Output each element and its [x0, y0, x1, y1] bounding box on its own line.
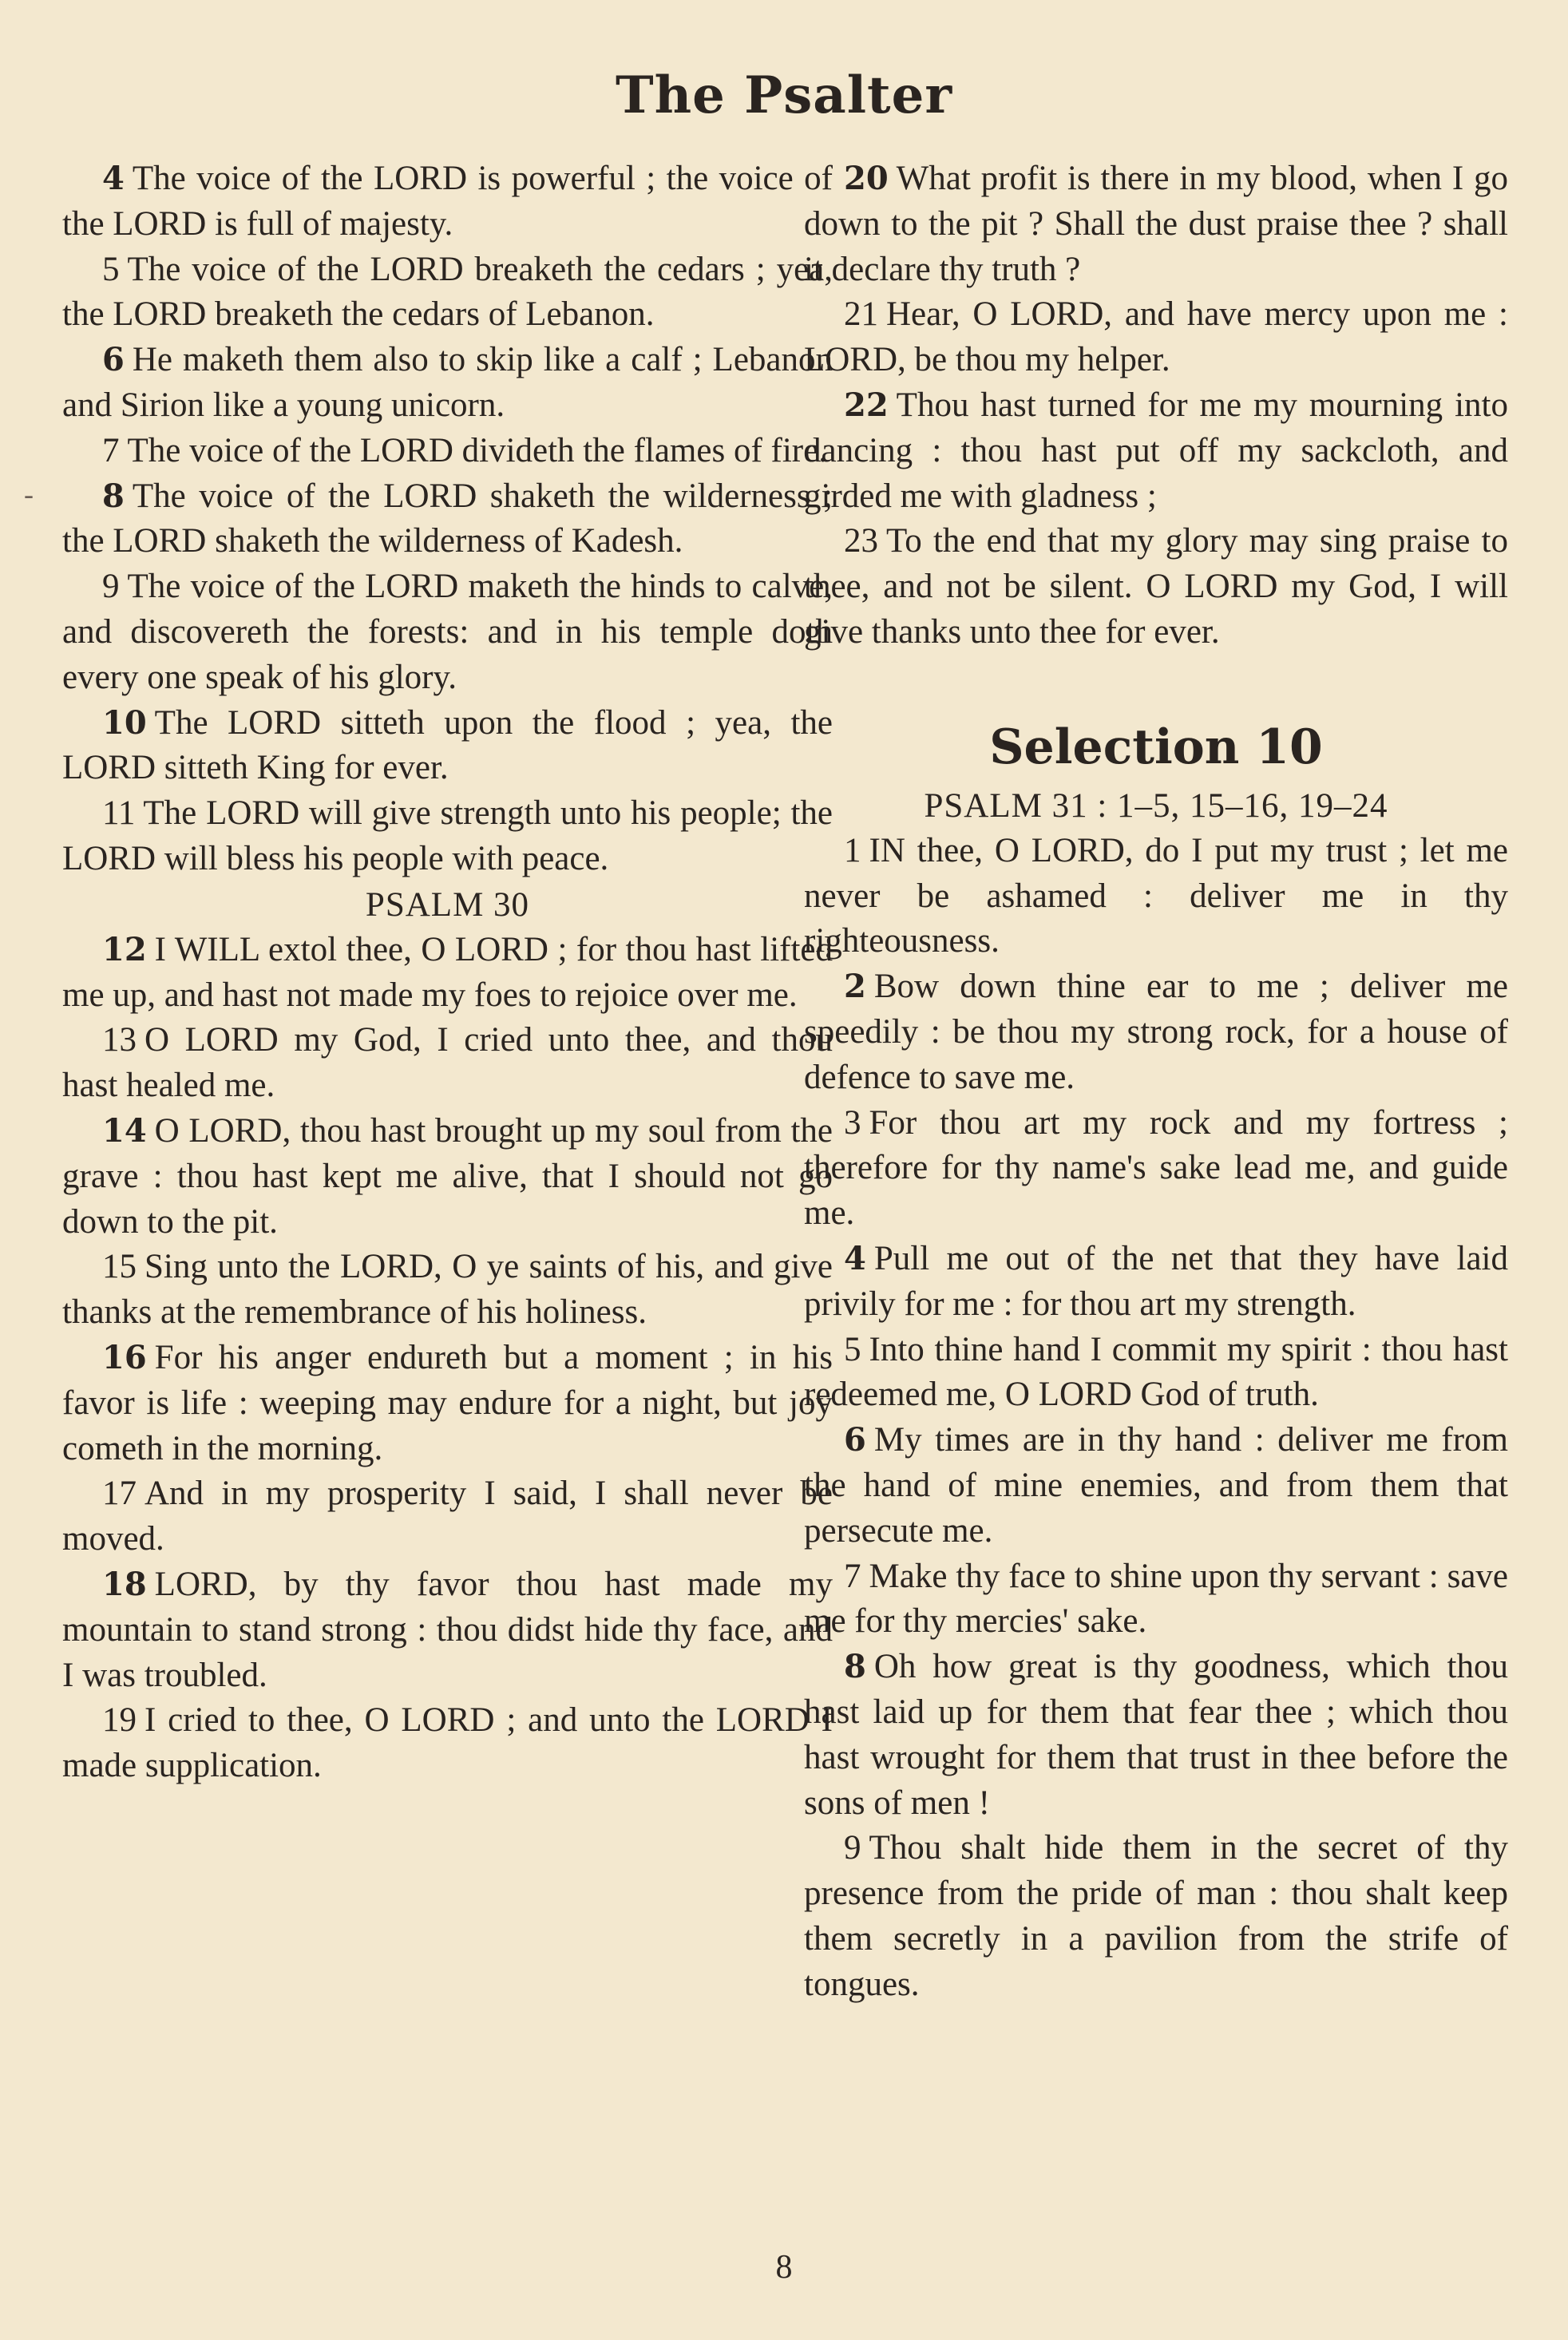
- verse-text: LORD, by thy favor thou hast made my mountain to stand strong : thou didst hide thy face, and I was troubled.: [62, 1565, 833, 1694]
- verse-text: Sing unto the LORD, O ye saints of his, and give thanks at the remembrance of his holiness.: [62, 1248, 833, 1332]
- verse-number: 6: [844, 1421, 866, 1459]
- verse-number: 12: [102, 930, 147, 968]
- verse-number: 17: [102, 1475, 137, 1513]
- verse-number: 6: [102, 341, 125, 379]
- verse-text: I WILL extol thee, O LORD ; for thou hast lifted me up, and hast not made my foes to rejoice over me.: [62, 930, 833, 1014]
- verse-number: 2: [844, 968, 866, 1006]
- verse-number: 4: [102, 160, 125, 197]
- verse: [62, 429, 833, 474]
- left-column: [62, 156, 833, 1789]
- verse-number: 8: [102, 477, 125, 515]
- verse: [62, 1471, 833, 1562]
- verse-number: 4: [844, 1239, 866, 1277]
- verse-number: 14: [102, 1111, 147, 1150]
- verse-number: 21: [844, 295, 878, 334]
- psalm-heading: PSALM 30: [365, 885, 530, 924]
- verse-text: IN thee, O LORD, do I put my trust ; let me never be ashamed : deliver me in thy righteousness.: [804, 831, 1508, 960]
- verse-text: The voice of the LORD breaketh the cedars ; yea, the LORD breaketh the cedars of Lebanon.: [62, 250, 833, 334]
- verse: [62, 701, 833, 792]
- verse-number: 20: [844, 160, 889, 197]
- verse-text: Thou shalt hide them in the secret of thy presence from the pride of man : thou shalt keep them secretly in a pavilion from the strife of tongues.: [804, 1829, 1508, 2003]
- verse: [62, 791, 833, 882]
- verse-number: 7: [844, 1557, 861, 1595]
- verse-text: To the end that my glory may sing praise to thee, and not be silent. O LORD my God, I will give thanks unto thee for ever.: [804, 522, 1508, 651]
- verse: [804, 1645, 1508, 1826]
- verse-number: 16: [102, 1338, 147, 1376]
- verse: [804, 519, 1508, 655]
- verse-text: The voice of the LORD is powerful ; the voice of the LORD is full of majesty.: [62, 160, 833, 243]
- verse-text: O LORD, thou hast brought up my soul from the grave : thou hast kept me alive, that I should not go down to the pit.: [62, 1111, 833, 1241]
- verse-text: My times are in thy hand : deliver me from the hand of mine enemies, and from them that persecute me.: [804, 1421, 1508, 1550]
- verse-number: 7: [102, 431, 120, 469]
- verse-number: 9: [844, 1829, 861, 1867]
- right-column-verses-top: [804, 156, 1508, 655]
- verse-text: He maketh them also to skip like a calf ; Lebanon and Sirion like a young unicorn.: [62, 341, 833, 424]
- verse-number: 19: [102, 1701, 137, 1740]
- verse: [62, 338, 833, 429]
- verse-number: 15: [102, 1248, 137, 1286]
- right-column: [804, 156, 1508, 2007]
- verse-text: The voice of the LORD shaketh the wilderness ; the LORD shaketh the wilderness of Kadesh.: [62, 477, 833, 560]
- page-number: 8: [775, 2249, 793, 2286]
- verse: [62, 474, 833, 565]
- verse: [804, 383, 1508, 519]
- verse: [804, 1101, 1508, 1237]
- verse-number: 5: [102, 250, 120, 288]
- verse-text: For his anger endureth but a moment ; in his favor is life : weeping may endure for a night, but joy cometh in the morning.: [62, 1338, 833, 1467]
- verse: [62, 1698, 833, 1789]
- verse-number: 11: [102, 794, 136, 833]
- verse-text: The LORD sitteth upon the flood ; yea, the LORD sitteth King for ever.: [62, 703, 833, 787]
- verse: [62, 1109, 833, 1245]
- verse: [804, 829, 1508, 964]
- verse: [62, 1018, 833, 1109]
- right-column-verses-bottom: [804, 829, 1508, 2008]
- verse: [804, 1328, 1508, 1419]
- verse: [804, 1554, 1508, 1645]
- verse-text: For thou art my rock and my fortress ; therefore for thy name's sake lead me, and guide me.: [804, 1103, 1508, 1233]
- verse-text: The voice of the LORD maketh the hinds to calve, and discovereth the forests: and in his temple doth every one speak of his glory.: [62, 568, 833, 696]
- verse: [804, 292, 1508, 383]
- verse-text: Hear, O LORD, and have mercy upon me : LORD, be thou my helper.: [804, 295, 1508, 379]
- verse-text: The LORD will give strength unto his people; the LORD will bless his people with peace.: [62, 794, 833, 877]
- verse: [62, 1336, 833, 1471]
- verse-number: 3: [844, 1103, 861, 1142]
- page-title: The Psalter: [615, 65, 953, 125]
- verse-number: 8: [844, 1648, 866, 1686]
- verse-number: 9: [102, 568, 120, 606]
- verse-number: 18: [102, 1565, 147, 1603]
- verse: [62, 1562, 833, 1698]
- verse-number: 13: [102, 1021, 137, 1059]
- verse-text: The voice of the LORD divideth the flames of fire.: [127, 431, 827, 469]
- verse: [804, 156, 1508, 292]
- verse: [62, 247, 833, 339]
- selection-title: Selection 10: [989, 719, 1323, 775]
- verse-text: And in my prosperity I said, I shall never be moved.: [62, 1475, 833, 1558]
- verse: [804, 1237, 1508, 1328]
- verse-number: 5: [844, 1330, 861, 1368]
- verse-number: 1: [844, 831, 861, 869]
- verse: [62, 928, 833, 1019]
- verse: [804, 1418, 1508, 1554]
- verse-text: Pull me out of the net that they have laid privily for me : for thou art my strength.: [804, 1239, 1508, 1323]
- verse-text: Into thine hand I commit my spirit : thou hast redeemed me, O LORD God of truth.: [804, 1330, 1508, 1414]
- verse-text: Thou hast turned for me my mourning into dancing : thou hast put off my sackcloth, and girded me with gladness ;: [804, 386, 1508, 515]
- verse: [804, 1826, 1508, 2007]
- verse-text: What profit is there in my blood, when I go down to the pit ? Shall the dust praise thee ? shall it declare thy truth ?: [804, 160, 1508, 288]
- verse-number: 22: [844, 386, 889, 424]
- verse: [62, 564, 833, 700]
- verse: [62, 1245, 833, 1336]
- verse-number: 23: [844, 522, 878, 560]
- selection-reference: PSALM 31 : 1–5, 15–16, 19–24: [924, 786, 1388, 825]
- verse: [62, 156, 833, 247]
- verse: [804, 964, 1508, 1100]
- verse-text: Oh how great is thy goodness, which thou hast laid up for them that fear thee ; which thou hast wrought for them that trust in thee before the sons of men !: [804, 1648, 1508, 1822]
- verse-text: I cried to thee, O LORD ; and unto the LORD I made supplication.: [62, 1701, 833, 1785]
- verse-text: Make thy face to shine upon thy servant : save me for thy mercies' sake.: [804, 1557, 1508, 1641]
- verse-text: Bow down thine ear to me ; deliver me speedily : be thou my strong rock, for a house of defence to save me.: [804, 968, 1508, 1096]
- margin-mark: -: [24, 478, 34, 510]
- verse-text: O LORD my God, I cried unto thee, and thou hast healed me.: [62, 1021, 833, 1105]
- verse-number: 10: [102, 703, 147, 742]
